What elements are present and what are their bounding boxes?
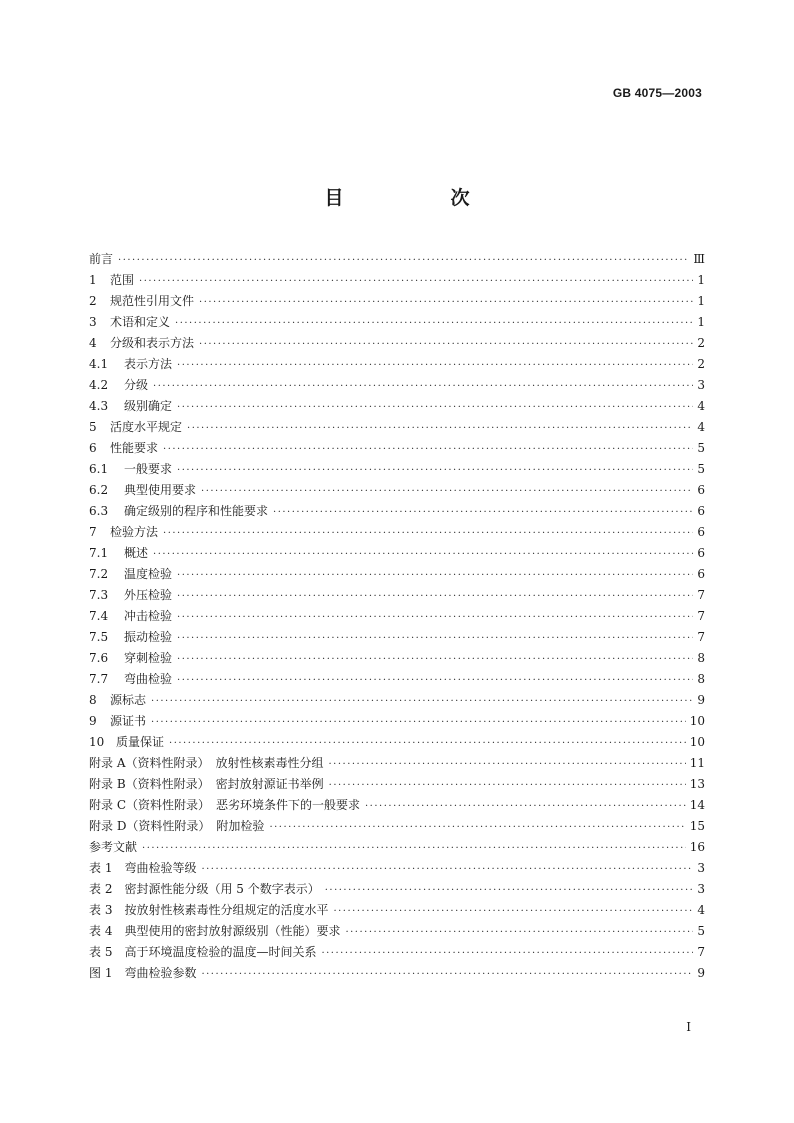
toc-entry-page: 16	[689, 840, 705, 854]
dot-leader	[151, 712, 686, 733]
toc-entry-number: 5	[89, 420, 97, 434]
toc-entry-label: 冲击检验	[124, 609, 173, 623]
toc-entry-number: 7.1	[89, 546, 109, 560]
toc-entry-page: 7	[697, 609, 705, 623]
toc-entry[interactable]	[89, 522, 705, 543]
toc-entry-page: 5	[697, 924, 705, 938]
toc-entry-page: 6	[697, 525, 705, 539]
dot-leader	[187, 418, 693, 439]
toc-entry-number: 7.4	[89, 609, 109, 623]
toc-entry-number: 7.3	[89, 588, 109, 602]
dot-leader	[328, 754, 685, 775]
toc-entry-label: 范围	[110, 273, 135, 287]
toc-entry-page: 3	[697, 882, 705, 896]
toc-entry[interactable]	[89, 270, 705, 291]
toc-entry[interactable]	[89, 837, 705, 858]
toc-entry-number: 7.2	[89, 567, 109, 581]
dot-leader	[199, 334, 693, 355]
toc-entry-label: 规范性引用文件	[110, 294, 195, 308]
dot-leader	[177, 628, 693, 649]
toc-entry-label: 穿刺检验	[124, 651, 173, 665]
toc-entry-page: 8	[697, 672, 705, 686]
toc-entry-page: Ⅲ	[693, 252, 705, 266]
toc-entry[interactable]	[89, 333, 705, 354]
toc-entry-page: 1	[697, 294, 705, 308]
toc-entry-number: 9	[89, 714, 97, 728]
toc-entry-label: 附录 D（资料性附录） 附加检验	[89, 819, 265, 833]
toc-entry[interactable]	[89, 858, 705, 879]
toc-entry-label: 质量保证	[116, 735, 165, 749]
dot-leader	[175, 313, 693, 334]
toc-entry-number: 4	[89, 336, 97, 350]
toc-entry-label: 性能要求	[110, 441, 159, 455]
toc-entry[interactable]	[89, 543, 705, 564]
toc-entry-page: 7	[697, 630, 705, 644]
toc-entry-number: 6.1	[89, 462, 109, 476]
toc-entry[interactable]	[89, 312, 705, 333]
toc-entry-label: 附录 C（资料性附录） 恶劣环境条件下的一般要求	[89, 798, 360, 812]
toc-entry-label: 附录 A（资料性附录） 放射性核素毒性分组	[89, 756, 324, 770]
toc-title: 目 次	[324, 187, 514, 209]
dot-leader	[118, 250, 689, 271]
toc-entry[interactable]	[89, 291, 705, 312]
toc-entry[interactable]	[89, 816, 705, 837]
toc-entry-number: 6.2	[89, 483, 109, 497]
dot-leader	[177, 670, 693, 691]
toc-entry-page: 2	[697, 357, 705, 371]
toc-entry[interactable]	[89, 354, 705, 375]
toc-entry-label: 前言	[89, 252, 114, 266]
toc-entry-page: 3	[697, 861, 705, 875]
dot-leader	[151, 691, 693, 712]
toc-entry-label: 表 1 弯曲检验等级	[89, 861, 197, 875]
toc-entry[interactable]	[89, 627, 705, 648]
toc-entry[interactable]	[89, 669, 705, 690]
toc-entry-label: 振动检验	[124, 630, 173, 644]
toc-entry-page: 4	[697, 399, 705, 413]
dot-leader	[199, 292, 693, 313]
toc-entry[interactable]	[89, 732, 705, 753]
dot-leader	[269, 817, 685, 838]
toc-entry-page: 14	[689, 798, 705, 812]
toc-entry-label: 分级	[124, 378, 149, 392]
toc-entry-label: 概述	[124, 546, 149, 560]
toc-entry[interactable]	[89, 711, 705, 732]
dot-leader	[169, 733, 686, 754]
toc-entry-label: 术语和定义	[110, 315, 171, 329]
toc-entry[interactable]	[89, 795, 705, 816]
toc-entry-label: 源证书	[110, 714, 147, 728]
toc-entry-label: 表 5 高于环境温度检验的温度—时间关系	[89, 945, 317, 959]
toc-entry[interactable]	[89, 501, 705, 522]
toc-entry-number: 4.2	[89, 378, 109, 392]
toc-entry-page: 15	[689, 819, 705, 833]
toc-entry-label: 表 3 按放射性核素毒性分组规定的活度水平	[89, 903, 329, 917]
dot-leader	[201, 481, 693, 502]
dot-leader	[177, 355, 693, 376]
dot-leader	[321, 943, 693, 964]
page-number: I	[686, 1020, 691, 1034]
toc-entry-number: 4.1	[89, 357, 109, 371]
toc-entry[interactable]	[89, 249, 705, 270]
dot-leader	[177, 607, 693, 628]
toc-entry-label: 级别确定	[124, 399, 173, 413]
dot-leader	[163, 523, 693, 544]
toc-entry-page: 8	[697, 651, 705, 665]
toc-entry-number: 4.3	[89, 399, 109, 413]
toc-entry-label: 分级和表示方法	[110, 336, 195, 350]
toc-entry-page: 6	[697, 483, 705, 497]
standard-number: GB 4075—2003	[612, 86, 702, 100]
toc-entry[interactable]	[89, 459, 705, 480]
toc-entry[interactable]	[89, 438, 705, 459]
toc-entry[interactable]	[89, 585, 705, 606]
toc-entry[interactable]	[89, 606, 705, 627]
toc-entry-number: 7	[89, 525, 97, 539]
dot-leader	[201, 964, 693, 985]
toc-entry-number: 10	[89, 735, 105, 749]
toc-entry-label: 弯曲检验	[124, 672, 173, 686]
dot-leader	[177, 649, 693, 670]
dot-leader	[142, 838, 686, 859]
dot-leader	[153, 544, 693, 565]
toc-entry-page: 10	[689, 714, 705, 728]
toc-entry[interactable]	[89, 564, 705, 585]
toc-entry-label: 一般要求	[124, 462, 173, 476]
toc-entry-page: 7	[697, 588, 705, 602]
dot-leader	[177, 565, 693, 586]
toc-entry-label: 表 2 密封源性能分级（用 5 个数字表示）	[89, 882, 320, 896]
toc-entry-page: 5	[697, 462, 705, 476]
toc-entry-number: 3	[89, 315, 97, 329]
toc-entry-label: 典型使用要求	[124, 483, 197, 497]
toc-entry-page: 6	[697, 504, 705, 518]
toc-entry[interactable]	[89, 396, 705, 417]
dot-leader	[273, 502, 693, 523]
dot-leader	[329, 775, 686, 796]
toc-entry-number: 7.7	[89, 672, 109, 686]
dot-leader	[365, 796, 686, 817]
dot-leader	[139, 271, 693, 292]
toc-entry-label: 确定级别的程序和性能要求	[124, 504, 269, 518]
toc-entry[interactable]	[89, 753, 705, 774]
dot-leader	[177, 397, 693, 418]
toc-entry-number: 6.3	[89, 504, 109, 518]
toc-entry[interactable]	[89, 963, 705, 984]
toc-entry-page: 11	[689, 756, 705, 770]
dot-leader	[163, 439, 693, 460]
toc-entry[interactable]	[89, 921, 705, 942]
toc-entry-label: 检验方法	[110, 525, 159, 539]
dot-leader	[153, 376, 693, 397]
dot-leader	[177, 460, 693, 481]
toc-entry[interactable]	[89, 480, 705, 501]
toc-entry[interactable]	[89, 900, 705, 921]
toc-entry-page: 1	[697, 315, 705, 329]
toc-entry-label: 温度检验	[124, 567, 173, 581]
toc-entry-label: 附录 B（资料性附录） 密封放射源证书举例	[89, 777, 324, 791]
toc-entry-page: 6	[697, 546, 705, 560]
toc-entry[interactable]	[89, 942, 705, 963]
toc-entry[interactable]	[89, 417, 705, 438]
dot-leader	[177, 586, 693, 607]
toc-entry-number: 6	[89, 441, 97, 455]
toc-entry-page: 10	[689, 735, 705, 749]
toc-entry-page: 13	[689, 777, 705, 791]
toc-entry-label: 参考文献	[89, 840, 138, 854]
toc-entry-page: 9	[697, 693, 705, 707]
toc-entry[interactable]	[89, 690, 705, 711]
dot-leader	[325, 880, 694, 901]
toc-entry-number: 1	[89, 273, 97, 287]
toc-entry-number: 2	[89, 294, 97, 308]
toc-entry-page: 5	[697, 441, 705, 455]
table-of-contents	[89, 249, 705, 984]
toc-entry[interactable]	[89, 879, 705, 900]
toc-entry-number: 7.5	[89, 630, 109, 644]
toc-entry[interactable]	[89, 375, 705, 396]
toc-entry-page: 9	[697, 966, 705, 980]
toc-entry-page: 7	[697, 945, 705, 959]
toc-entry-label: 表 4 典型使用的密封放射源级别（性能）要求	[89, 924, 341, 938]
toc-entry-page: 4	[697, 903, 705, 917]
toc-entry-page: 6	[697, 567, 705, 581]
toc-entry-label: 源标志	[110, 693, 147, 707]
dot-leader	[201, 859, 693, 880]
toc-entry-page: 2	[697, 336, 705, 350]
toc-entry-number: 8	[89, 693, 97, 707]
toc-entry-page: 4	[697, 420, 705, 434]
toc-entry[interactable]	[89, 774, 705, 795]
toc-entry-label: 外压检验	[124, 588, 173, 602]
toc-entry-page: 3	[697, 378, 705, 392]
toc-entry[interactable]	[89, 648, 705, 669]
dot-leader	[333, 901, 693, 922]
dot-leader	[345, 922, 693, 943]
toc-entry-label: 图 1 弯曲检验参数	[89, 966, 197, 980]
toc-entry-page: 1	[697, 273, 705, 287]
toc-entry-label: 表示方法	[124, 357, 173, 371]
toc-entry-number: 7.6	[89, 651, 109, 665]
toc-entry-label: 活度水平规定	[110, 420, 183, 434]
